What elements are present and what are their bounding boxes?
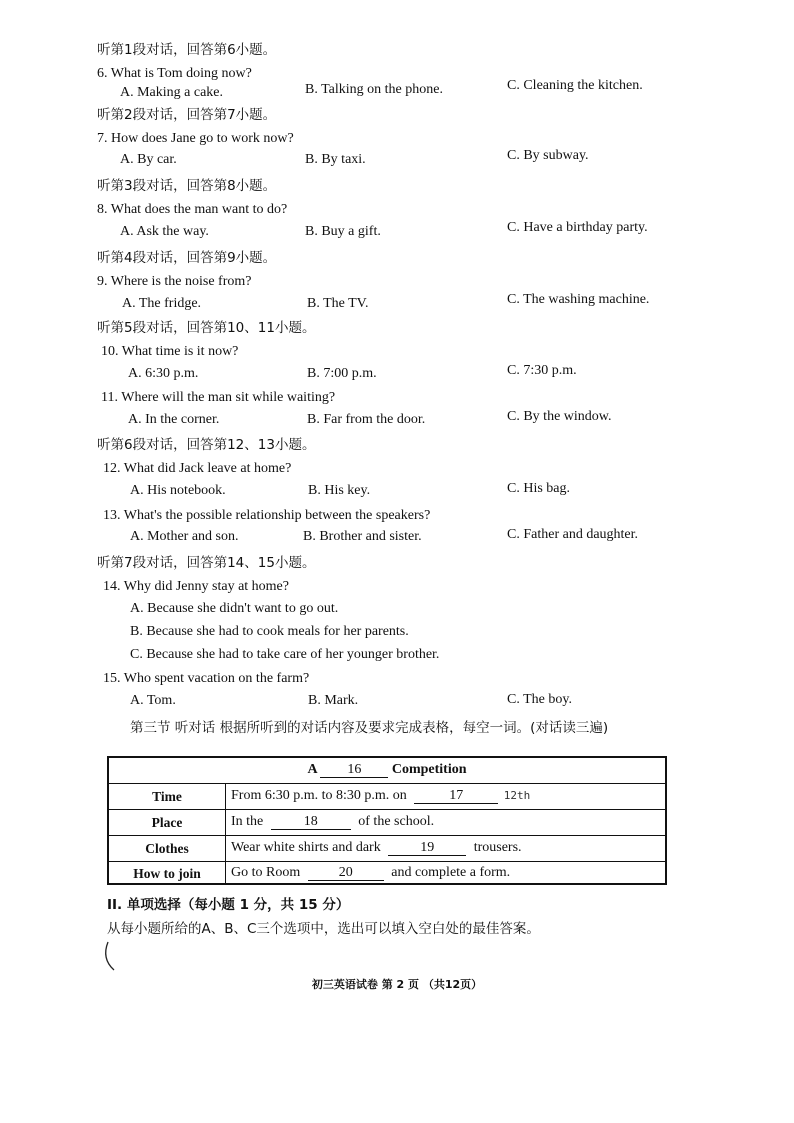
row-text: Go to Room	[231, 865, 301, 880]
table-row	[109, 861, 665, 881]
question-text: 6. What is Tom doing now?	[97, 66, 252, 81]
option-c: C. Because she had to take care of her younger brother.	[130, 647, 440, 662]
option-c: C. Have a birthday party.	[507, 220, 648, 235]
option-a: A. Because she didn't want to go out.	[130, 601, 339, 616]
row-label-place: Place	[151, 815, 183, 830]
section-heading: 听第6段对话，回答第12、13小题。	[97, 437, 316, 453]
option-b: B. Mark.	[308, 693, 359, 708]
row-text: In the	[231, 814, 264, 829]
option-c: C. Father and daughter.	[507, 527, 639, 542]
row-label-how-to-join: How to join	[133, 866, 201, 881]
answer-table	[107, 756, 667, 885]
option-a: A. Ask the way.	[120, 224, 209, 239]
section-heading: 听第3段对话，回答第8小题。	[97, 178, 277, 194]
question-text: 13. What's the possible relationship between the speakers?	[103, 508, 431, 523]
option-b: B. Because she had to cook meals for her parents.	[130, 624, 409, 639]
option-b: B. His key.	[308, 483, 371, 498]
page-footer: 初三英语试卷 第 2 页 （共12页）	[311, 978, 483, 991]
table-title-post: Competition	[391, 762, 467, 777]
blank-16: 16	[320, 763, 388, 778]
column-divider	[225, 783, 226, 883]
option-b: B. 7:00 p.m.	[307, 366, 377, 381]
blank-20: 20	[308, 866, 384, 881]
section-heading: 听第7段对话，回答第14、15小题。	[97, 555, 316, 571]
row-text: Wear white shirts and dark	[231, 840, 381, 855]
row-value-clothes	[231, 840, 522, 856]
table-row	[109, 783, 665, 804]
option-c: C. By the window.	[507, 409, 612, 424]
option-b: B. Talking on the phone.	[305, 82, 443, 97]
row-text: of the school.	[358, 814, 435, 829]
option-a: A. In the corner.	[128, 412, 220, 427]
part2-instructions: 从每小题所给的A、B、C三个选项中，选出可以填入空白处的最佳答案。	[107, 921, 540, 937]
question-text: 14. Why did Jenny stay at home?	[103, 579, 289, 594]
question-text: 11. Where will the man sit while waiting?	[101, 390, 336, 405]
option-a: A. 6:30 p.m.	[128, 366, 199, 381]
row-value-time	[231, 788, 530, 804]
row-text: From 6:30 p.m. to 8:30 p.m. on	[231, 788, 407, 803]
section-heading: 听第5段对话，回答第10、11小题。	[97, 320, 316, 336]
table-title	[109, 762, 665, 778]
option-b: B. By taxi.	[305, 152, 366, 167]
row-label-clothes: Clothes	[145, 841, 189, 856]
blank-17: 17	[414, 789, 498, 804]
blank-18: 18	[271, 815, 351, 830]
handwritten-note: 12th	[503, 789, 531, 802]
question-text: 9. Where is the noise from?	[97, 274, 252, 289]
option-a: A. Making a cake.	[120, 85, 224, 100]
option-c: C. 7:30 p.m.	[507, 363, 577, 378]
section-heading: 听第1段对话，回答第6小题。	[97, 42, 277, 58]
row-text: and complete a form.	[391, 865, 511, 880]
question-text: 12. What did Jack leave at home?	[103, 461, 292, 476]
question-text: 15. Who spent vacation on the farm?	[103, 671, 310, 686]
part2-title: II. 单项选择（每小题 1 分，共 15 分）	[107, 897, 350, 913]
row-text: trousers.	[473, 840, 522, 855]
option-a: A. The fridge.	[122, 296, 202, 311]
row-value-how-to-join	[231, 865, 510, 881]
option-c: C. Cleaning the kitchen.	[507, 78, 643, 93]
row-value-place	[231, 814, 434, 830]
table-row	[109, 835, 665, 856]
option-a: A. His notebook.	[130, 483, 226, 498]
part3-heading: 第三节 听对话 根据所听到的对话内容及要求完成表格，每空一词。(对话读三遍)	[130, 720, 609, 736]
option-a: A. Mother and son.	[130, 529, 239, 544]
option-b: B. Buy a gift.	[305, 224, 381, 239]
section-heading: 听第2段对话，回答第7小题。	[97, 107, 277, 123]
question-text: 8. What does the man want to do?	[97, 202, 288, 217]
option-c: C. The washing machine.	[507, 292, 650, 307]
option-c: C. The boy.	[507, 692, 572, 707]
option-b: B. The TV.	[307, 296, 369, 311]
option-a: A. By car.	[120, 152, 177, 167]
pencil-mark	[100, 940, 120, 972]
section-heading: 听第4段对话，回答第9小题。	[97, 250, 277, 266]
blank-19: 19	[388, 841, 466, 856]
option-a: A. Tom.	[130, 693, 176, 708]
question-text: 7. How does Jane go to work now?	[97, 131, 294, 146]
option-c: C. By subway.	[507, 148, 589, 163]
table-row	[109, 809, 665, 830]
option-c: C. His bag.	[507, 481, 570, 496]
table-title-pre: A	[307, 762, 317, 777]
question-text: 10. What time is it now?	[101, 344, 239, 359]
row-label-time: Time	[152, 789, 182, 804]
option-b: B. Brother and sister.	[303, 529, 422, 544]
option-b: B. Far from the door.	[307, 412, 426, 427]
